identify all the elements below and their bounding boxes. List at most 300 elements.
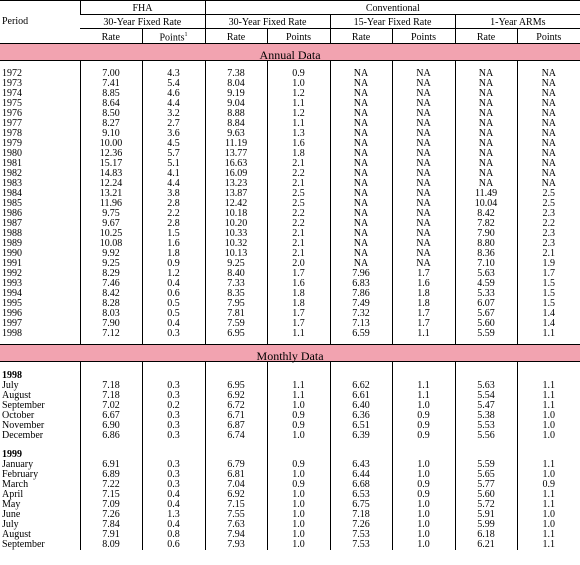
- value-cell: 6.51: [330, 421, 392, 431]
- value-cell: 1.0: [267, 500, 330, 510]
- value-cell: 5.99: [455, 520, 517, 530]
- value-cell: 2.5: [267, 199, 330, 209]
- arm-1yr-header: 1-Year ARMs: [455, 15, 580, 29]
- value-cell: 1.7: [267, 309, 330, 319]
- value-cell: NA: [330, 169, 392, 179]
- value-cell: 8.80: [455, 239, 517, 249]
- value-cell: 10.20: [205, 219, 267, 229]
- value-cell: 5.60: [455, 490, 517, 500]
- fha-30yr-header: 30-Year Fixed Rate: [80, 15, 205, 29]
- value-cell: 8.84: [205, 119, 267, 129]
- value-cell: 5.67: [455, 309, 517, 319]
- conv30-points-header: Points: [267, 29, 330, 44]
- value-cell: 5.33: [455, 289, 517, 299]
- table-row: [0, 149, 580, 159]
- value-cell: 4.4: [142, 99, 205, 109]
- value-cell: 2.8: [142, 199, 205, 209]
- value-cell: 0.9: [392, 421, 455, 431]
- value-cell: 1.7: [392, 319, 455, 329]
- value-cell: 2.3: [517, 209, 580, 219]
- value-cell: 1.0: [267, 470, 330, 480]
- period-cell: March: [2, 479, 29, 490]
- period-cell: 1994: [2, 288, 22, 299]
- value-cell: 1.0: [392, 500, 455, 510]
- conv-30yr-header: 30-Year Fixed Rate: [205, 15, 330, 29]
- value-cell: 0.5: [142, 299, 205, 309]
- value-cell: 13.77: [205, 149, 267, 159]
- value-cell: NA: [392, 179, 455, 189]
- spacer-cell: [455, 362, 517, 371]
- conv-15yr-header: 15-Year Fixed Rate: [330, 15, 455, 29]
- value-cell: 1.7: [517, 269, 580, 279]
- value-cell: 6.44: [330, 470, 392, 480]
- value-cell: NA: [517, 179, 580, 189]
- value-cell: 2.2: [142, 209, 205, 219]
- value-cell: 5.72: [455, 500, 517, 510]
- value-cell: 6.62: [330, 381, 392, 391]
- period-cell: 1979: [2, 138, 22, 149]
- value-cell: 0.4: [142, 490, 205, 500]
- value-cell: 8.85: [80, 89, 142, 99]
- value-cell: 8.88: [205, 109, 267, 119]
- table-row: [0, 329, 580, 339]
- value-cell: NA: [392, 149, 455, 159]
- value-cell: 1.3: [267, 129, 330, 139]
- value-cell: 0.9: [392, 431, 455, 441]
- spacer-cell: [205, 441, 267, 449]
- period-cell: 1993: [2, 278, 22, 289]
- period-cell: 1984: [2, 188, 22, 199]
- value-cell: 6.53: [330, 490, 392, 500]
- value-cell: NA: [455, 79, 517, 89]
- period-cell: 1989: [2, 238, 22, 249]
- period-cell: February: [2, 469, 39, 480]
- value-cell: 10.04: [455, 199, 517, 209]
- value-cell: NA: [392, 119, 455, 129]
- value-cell: 8.50: [80, 109, 142, 119]
- value-cell: 2.1: [267, 179, 330, 189]
- period-cell: September: [2, 539, 45, 550]
- value-cell: 8.27: [80, 119, 142, 129]
- spacer-cell: [330, 362, 392, 371]
- period-cell: 1977: [2, 118, 22, 129]
- value-cell: 1.1: [517, 540, 580, 550]
- value-cell: 9.92: [80, 249, 142, 259]
- value-cell: 1.8: [392, 299, 455, 309]
- value-cell: NA: [455, 129, 517, 139]
- arm-rate-header: Rate: [455, 29, 517, 44]
- value-cell: 8.04: [205, 79, 267, 89]
- value-cell: 7.38: [205, 69, 267, 79]
- value-cell: 1.7: [392, 269, 455, 279]
- value-cell: 5.59: [455, 329, 517, 339]
- value-cell: 5.63: [455, 269, 517, 279]
- period-cell: August: [2, 529, 31, 540]
- value-cell: 1.0: [392, 470, 455, 480]
- value-cell: NA: [392, 129, 455, 139]
- value-cell: 1.1: [517, 381, 580, 391]
- value-cell: 1.6: [267, 139, 330, 149]
- value-cell: 7.90: [80, 319, 142, 329]
- value-cell: 13.23: [205, 179, 267, 189]
- period-cell: 1978: [2, 128, 22, 139]
- value-cell: 1.4: [517, 319, 580, 329]
- value-cell: 1.1: [392, 329, 455, 339]
- value-cell: 9.19: [205, 89, 267, 99]
- value-cell: 1.5: [517, 279, 580, 289]
- value-cell: NA: [392, 169, 455, 179]
- spacer-cell: [80, 441, 142, 449]
- conventional-header: Conventional: [205, 1, 580, 15]
- table-row: [0, 79, 580, 89]
- value-cell: 0.3: [142, 329, 205, 339]
- period-cell: September: [2, 400, 45, 411]
- value-cell: NA: [330, 229, 392, 239]
- value-cell: 2.2: [267, 209, 330, 219]
- value-cell: NA: [392, 259, 455, 269]
- value-cell: 1.1: [517, 391, 580, 401]
- value-cell: 7.26: [330, 520, 392, 530]
- value-cell: 1.0: [517, 520, 580, 530]
- value-cell: NA: [330, 259, 392, 269]
- period-cell: 1976: [2, 108, 22, 119]
- value-cell: 7.96: [330, 269, 392, 279]
- spacer-cell: [267, 441, 330, 449]
- value-cell: 1.1: [267, 381, 330, 391]
- value-cell: 4.5: [142, 139, 205, 149]
- value-cell: 2.2: [267, 169, 330, 179]
- value-cell: 4.3: [142, 69, 205, 79]
- value-cell: 6.18: [455, 530, 517, 540]
- period-cell: 1986: [2, 208, 22, 219]
- value-cell: 6.89: [80, 470, 142, 480]
- value-cell: NA: [330, 239, 392, 249]
- value-cell: 1.1: [392, 381, 455, 391]
- value-cell: 0.9: [392, 490, 455, 500]
- value-cell: NA: [330, 219, 392, 229]
- value-cell: 1.0: [517, 431, 580, 441]
- value-cell: 4.59: [455, 279, 517, 289]
- period-cell: June: [2, 509, 21, 520]
- value-cell: 8.36: [455, 249, 517, 259]
- value-cell: 1.0: [517, 421, 580, 431]
- value-cell: 6.87: [205, 421, 267, 431]
- value-cell: NA: [392, 109, 455, 119]
- table-row: [0, 169, 580, 179]
- value-cell: 12.42: [205, 199, 267, 209]
- value-cell: 7.95: [205, 299, 267, 309]
- spacer-cell: [392, 362, 455, 371]
- value-cell: 8.09: [80, 540, 142, 550]
- value-cell: 1.1: [517, 329, 580, 339]
- value-cell: 1.0: [267, 540, 330, 550]
- value-cell: 7.04: [205, 480, 267, 490]
- table-row: [0, 69, 580, 79]
- value-cell: 1.0: [392, 530, 455, 540]
- value-cell: 5.1: [142, 159, 205, 169]
- value-cell: NA: [330, 149, 392, 159]
- value-cell: 5.60: [455, 319, 517, 329]
- value-cell: 5.47: [455, 401, 517, 411]
- period-cell: 1981: [2, 158, 22, 169]
- value-cell: 10.18: [205, 209, 267, 219]
- value-cell: NA: [517, 159, 580, 169]
- value-cell: 11.19: [205, 139, 267, 149]
- value-cell: 4.4: [142, 179, 205, 189]
- value-cell: 7.12: [80, 329, 142, 339]
- value-cell: 1.8: [267, 299, 330, 309]
- value-cell: 16.09: [205, 169, 267, 179]
- value-cell: 2.1: [517, 249, 580, 259]
- value-cell: 8.40: [205, 269, 267, 279]
- value-cell: 1.8: [267, 149, 330, 159]
- value-cell: NA: [517, 129, 580, 139]
- value-cell: NA: [392, 89, 455, 99]
- value-cell: 6.71: [205, 411, 267, 421]
- value-cell: 12.24: [80, 179, 142, 189]
- value-cell: 1.1: [267, 329, 330, 339]
- value-cell: 1.1: [392, 391, 455, 401]
- value-cell: 7.59: [205, 319, 267, 329]
- year-label: 1998: [2, 370, 22, 381]
- value-cell: NA: [455, 109, 517, 119]
- value-cell: 6.95: [205, 329, 267, 339]
- value-cell: 7.53: [330, 530, 392, 540]
- table-row: [0, 109, 580, 119]
- value-cell: 1.1: [517, 530, 580, 540]
- value-cell: 0.4: [142, 279, 205, 289]
- value-cell: 2.0: [267, 259, 330, 269]
- value-cell: 1.2: [267, 109, 330, 119]
- value-cell: 6.90: [80, 421, 142, 431]
- value-cell: 6.81: [205, 470, 267, 480]
- period-cell: 1975: [2, 98, 22, 109]
- value-cell: 7.22: [80, 480, 142, 490]
- value-cell: 1.7: [392, 309, 455, 319]
- value-cell: 8.42: [80, 289, 142, 299]
- value-cell: 8.03: [80, 309, 142, 319]
- value-cell: NA: [517, 149, 580, 159]
- value-cell: 0.3: [142, 431, 205, 441]
- value-cell: 0.9: [267, 460, 330, 470]
- period-cell: 1985: [2, 198, 22, 209]
- value-cell: 6.86: [80, 431, 142, 441]
- value-cell: 7.91: [80, 530, 142, 540]
- value-cell: NA: [455, 179, 517, 189]
- value-cell: NA: [455, 99, 517, 109]
- value-cell: NA: [455, 119, 517, 129]
- value-cell: NA: [392, 139, 455, 149]
- value-cell: 7.10: [455, 259, 517, 269]
- value-cell: 5.77: [455, 480, 517, 490]
- value-cell: 1.5: [517, 299, 580, 309]
- value-cell: NA: [517, 99, 580, 109]
- value-cell: 1.0: [267, 510, 330, 520]
- value-cell: 1.8: [267, 289, 330, 299]
- value-cell: NA: [330, 159, 392, 169]
- spacer-cell: [142, 441, 205, 449]
- value-cell: 6.43: [330, 460, 392, 470]
- table-row: [0, 431, 580, 441]
- value-cell: 0.9: [392, 411, 455, 421]
- value-cell: 2.5: [517, 199, 580, 209]
- value-cell: 6.36: [330, 411, 392, 421]
- period-cell: 1988: [2, 228, 22, 239]
- value-cell: NA: [330, 69, 392, 79]
- value-cell: 6.59: [330, 329, 392, 339]
- value-cell: NA: [517, 119, 580, 129]
- value-cell: 1.1: [267, 119, 330, 129]
- value-cell: 7.26: [80, 510, 142, 520]
- value-cell: 7.00: [80, 69, 142, 79]
- value-cell: 1.0: [392, 510, 455, 520]
- period-cell: 1974: [2, 88, 22, 99]
- period-cell: October: [2, 410, 35, 421]
- value-cell: 2.8: [142, 219, 205, 229]
- value-cell: 5.56: [455, 431, 517, 441]
- value-cell: 7.94: [205, 530, 267, 540]
- value-cell: 16.63: [205, 159, 267, 169]
- value-cell: 1.6: [142, 239, 205, 249]
- value-cell: NA: [392, 159, 455, 169]
- table-row: [0, 119, 580, 129]
- value-cell: 8.64: [80, 99, 142, 109]
- value-cell: 1.1: [267, 99, 330, 109]
- value-cell: 0.4: [142, 500, 205, 510]
- period-cell: 1991: [2, 258, 22, 269]
- value-cell: 5.53: [455, 421, 517, 431]
- value-cell: NA: [330, 189, 392, 199]
- value-cell: 0.3: [142, 421, 205, 431]
- value-cell: 7.53: [330, 540, 392, 550]
- footnote-marker: 1: [184, 31, 188, 38]
- value-cell: 0.3: [142, 381, 205, 391]
- value-cell: NA: [330, 89, 392, 99]
- fha-header: FHA: [80, 1, 205, 15]
- value-cell: 0.6: [142, 540, 205, 550]
- table-row: [0, 159, 580, 169]
- value-cell: NA: [392, 189, 455, 199]
- value-cell: 0.9: [267, 480, 330, 490]
- value-cell: 0.4: [142, 319, 205, 329]
- value-cell: 0.9: [517, 480, 580, 490]
- value-cell: 15.17: [80, 159, 142, 169]
- value-cell: 2.1: [267, 229, 330, 239]
- value-cell: 7.32: [330, 309, 392, 319]
- period-cell: August: [2, 390, 31, 401]
- table-row: [0, 129, 580, 139]
- value-cell: NA: [455, 69, 517, 79]
- value-cell: NA: [517, 109, 580, 119]
- value-cell: NA: [455, 139, 517, 149]
- value-cell: 1.1: [517, 500, 580, 510]
- value-cell: 1.0: [267, 520, 330, 530]
- value-cell: 7.41: [80, 79, 142, 89]
- value-cell: 4.6: [142, 89, 205, 99]
- value-cell: 5.91: [455, 510, 517, 520]
- value-cell: 10.00: [80, 139, 142, 149]
- value-cell: 6.75: [330, 500, 392, 510]
- value-cell: 1.5: [142, 229, 205, 239]
- value-cell: 9.63: [205, 129, 267, 139]
- value-cell: NA: [517, 69, 580, 79]
- value-cell: 7.33: [205, 279, 267, 289]
- period-header: Period: [0, 1, 80, 44]
- value-cell: 0.9: [267, 411, 330, 421]
- value-cell: NA: [517, 89, 580, 99]
- conv15-rate-header: Rate: [330, 29, 392, 44]
- value-cell: 5.65: [455, 470, 517, 480]
- value-cell: 2.1: [267, 249, 330, 259]
- value-cell: 0.5: [142, 309, 205, 319]
- value-cell: 7.93: [205, 540, 267, 550]
- value-cell: 7.46: [80, 279, 142, 289]
- value-cell: 1.4: [517, 309, 580, 319]
- value-cell: 12.36: [80, 149, 142, 159]
- value-cell: 2.5: [267, 189, 330, 199]
- spacer-cell: [517, 362, 580, 371]
- value-cell: 1.7: [267, 269, 330, 279]
- value-cell: 2.1: [267, 159, 330, 169]
- value-cell: 1.0: [267, 79, 330, 89]
- value-cell: NA: [330, 249, 392, 259]
- value-cell: 0.3: [142, 470, 205, 480]
- value-cell: 10.13: [205, 249, 267, 259]
- value-cell: 7.49: [330, 299, 392, 309]
- value-cell: 1.0: [267, 490, 330, 500]
- period-cell: 1983: [2, 178, 22, 189]
- value-cell: 1.0: [392, 540, 455, 550]
- value-cell: 7.02: [80, 401, 142, 411]
- value-cell: NA: [392, 239, 455, 249]
- value-cell: 1.6: [392, 279, 455, 289]
- value-cell: 6.92: [205, 391, 267, 401]
- table-row: [0, 89, 580, 99]
- value-cell: 7.86: [330, 289, 392, 299]
- spacer-cell: [142, 362, 205, 371]
- period-cell: 1987: [2, 218, 22, 229]
- value-cell: 6.07: [455, 299, 517, 309]
- value-cell: 11.96: [80, 199, 142, 209]
- value-cell: 14.83: [80, 169, 142, 179]
- value-cell: 2.7: [142, 119, 205, 129]
- value-cell: 5.7: [142, 149, 205, 159]
- value-cell: 9.10: [80, 129, 142, 139]
- period-cell: 1996: [2, 308, 22, 319]
- value-cell: 7.15: [205, 500, 267, 510]
- value-cell: 6.40: [330, 401, 392, 411]
- period-cell: 1998: [2, 328, 22, 339]
- value-cell: 13.21: [80, 189, 142, 199]
- value-cell: 1.0: [267, 401, 330, 411]
- value-cell: 1.1: [517, 490, 580, 500]
- value-cell: NA: [455, 169, 517, 179]
- value-cell: 6.39: [330, 431, 392, 441]
- value-cell: 7.18: [80, 381, 142, 391]
- spacer-cell: [330, 441, 392, 449]
- spacer-cell: [0, 362, 80, 371]
- value-cell: 7.84: [80, 520, 142, 530]
- value-cell: 0.8: [142, 530, 205, 540]
- value-cell: NA: [330, 129, 392, 139]
- monthly-data-body: [0, 362, 580, 551]
- period-cell: 1980: [2, 148, 22, 159]
- value-cell: 0.9: [267, 69, 330, 79]
- annual-data-band: Annual Data: [0, 44, 580, 61]
- value-cell: 8.42: [455, 209, 517, 219]
- value-cell: 10.33: [205, 229, 267, 239]
- value-cell: NA: [330, 79, 392, 89]
